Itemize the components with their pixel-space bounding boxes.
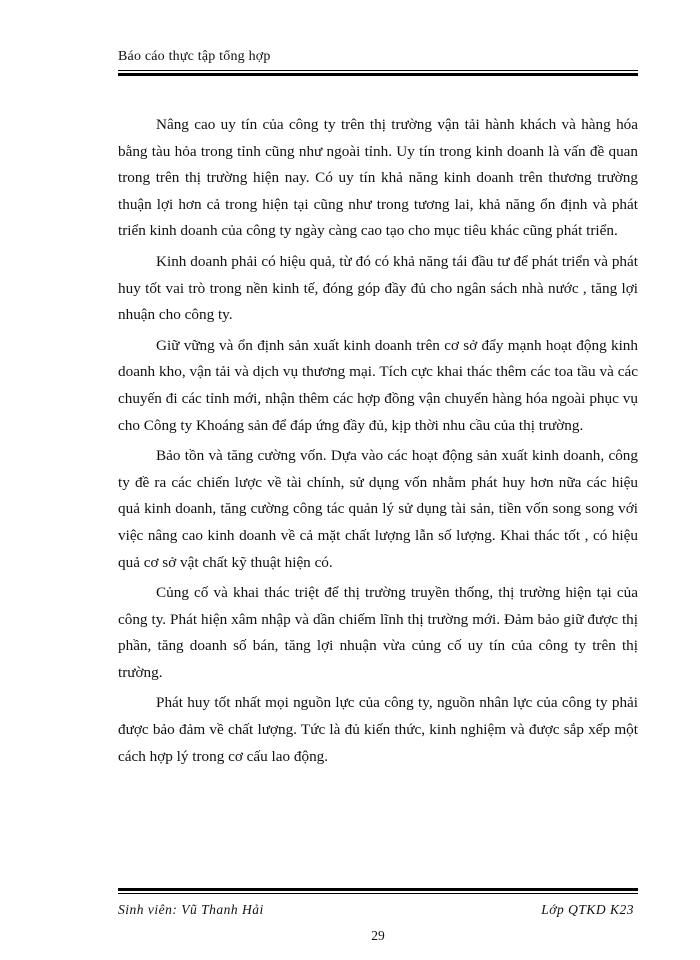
header-title: Báo cáo thực tập tổng hợp	[118, 49, 271, 64]
paragraph-3: Giữ vững và ổn định sản xuất kinh doanh trên cơ sở đẩy mạnh hoạt động kinh doanh kho, vận tải và dịch vụ thương mại. Tích cực khai thác thêm các toa tầu và các chuyến đi các tỉnh mới, nhận thêm các hợp đồng vận chuyển hàng hóa ngoài phục vụ cho Công ty Khoáng sản để đáp ứng đầy đủ, kịp thời nhu cầu của thị trường.	[118, 336, 638, 434]
paragraph-4: Bảo tồn và tăng cường vốn. Dựa vào các hoạt động sản xuất kinh doanh, công ty đề ra các chiến lược về tài chính, sử dụng vốn nhằm phát huy hơn nữa các hiệu quả kinh doanh, tăng cường công tác quản lý sử dụng tài sản, tiền vốn song song với việc nâng cao kinh doanh về cả mặt chất lượng lẫn số lượng. Khai thác tốt , có hiệu quả cơ sở vật chất kỹ thuật hiện có.	[118, 447, 638, 571]
footer-rule-thin	[118, 893, 638, 894]
paragraph-1: Nâng cao uy tín của công ty trên thị trường vận tải hành khách và hàng hóa bằng tàu hỏa trong tỉnh cũng như ngoài tỉnh. Uy tín trong kinh doanh là vấn đề quan trong trên thị trường hiện nay. Có uy tín khả năng kinh doanh trên thương trường thuận lợi hơn cả trong hiện tại cũng như trong tương lai, khả năng ổn định và phát triển kinh doanh của công ty ngày càng cao tạo cho mục tiêu khác cũng phát triển.	[118, 116, 638, 240]
footer-class: Lớp QTKD K23	[541, 902, 634, 917]
page-footer	[118, 888, 638, 943]
page-header	[118, 40, 638, 80]
paragraph-2: Kinh doanh phải có hiệu quả, từ đó có khả năng tái đầu tư để phát triển và phát huy tốt vai trò trong nền kinh tế, đóng góp đầy đủ cho ngân sách nhà nước , tăng lợi nhuận cho công ty.	[118, 252, 638, 324]
body-text	[118, 112, 638, 770]
header-rule-thick	[118, 73, 638, 76]
header-rule-thin	[118, 70, 638, 71]
paragraph-6: Phát huy tốt nhất mọi nguồn lực của công ty, nguồn nhân lực của công ty phải được bảo đảm về chất lượng. Tức là đủ kiến thức, kinh nghiệm và được sắp xếp một cách hợp lý trong cơ cấu lao động.	[118, 694, 638, 765]
page-number: 29	[371, 928, 385, 943]
paragraph-5: Củng cố và khai thác triệt để thị trường truyền thống, thị trường hiện tại của công ty. Phát hiện xâm nhập và dần chiếm lĩnh thị trường mới. Đảm bảo giữ được thị phần, tăng doanh số bán, tăng lợi nhuận vừa củng cố uy tín của công ty trên thị trường.	[118, 584, 638, 681]
footer-rule-thick	[118, 888, 638, 891]
footer-student: Sinh viên: Vũ Thanh Hải	[118, 902, 264, 917]
